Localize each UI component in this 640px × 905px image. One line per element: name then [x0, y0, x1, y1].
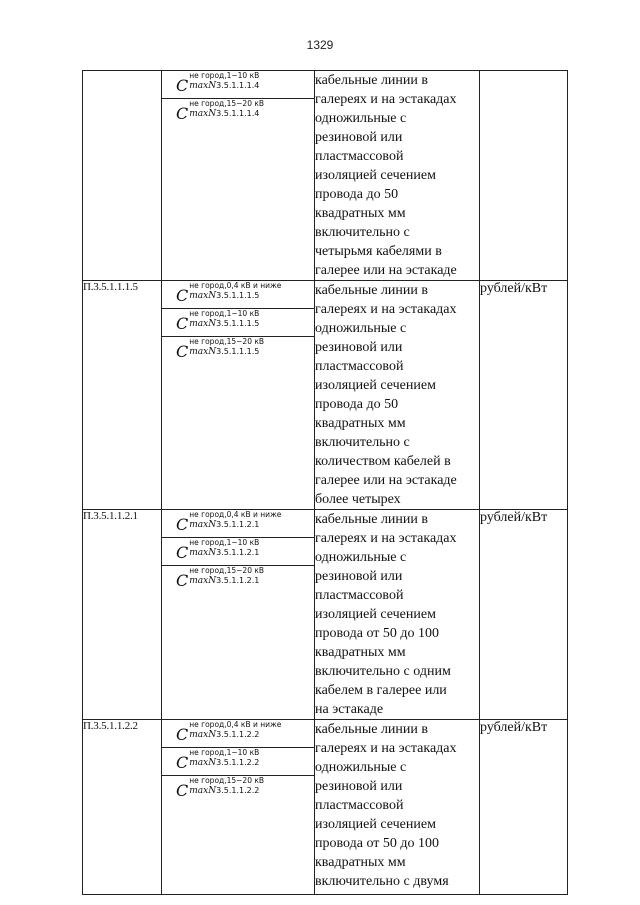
page-number: 1329 — [306, 38, 334, 52]
symbol-subscript — [189, 759, 259, 768]
symbol-subscript-italic: maxN — [189, 575, 217, 586]
description-line: провода от 50 до 100 — [315, 836, 439, 851]
symbol-cell — [162, 720, 315, 895]
symbol-superscript: не город,1−10 кВ — [189, 71, 260, 80]
description-line: провода до 50 — [315, 397, 399, 412]
table-row — [83, 281, 568, 510]
symbol-scripts — [189, 777, 264, 796]
description-line: квадратных мм — [315, 206, 406, 221]
symbol-subscript — [189, 292, 281, 301]
symbol-scripts — [189, 310, 259, 329]
description-line: провода от 50 до 100 — [315, 626, 439, 641]
tariff-symbol — [162, 538, 314, 566]
symbol-subscript-index: 3.5.1.1.1.4 — [216, 80, 260, 90]
symbol-subscript-italic: maxN — [189, 318, 217, 329]
tariff-symbol — [162, 566, 314, 594]
description — [315, 510, 480, 720]
symbol-base: C — [176, 725, 189, 744]
description-line: кабельные линии в — [315, 73, 429, 88]
symbol-superscript: не город,15−20 кВ — [189, 566, 265, 575]
description — [315, 720, 480, 895]
description-line: количеством кабелей в — [315, 454, 451, 469]
description-line: включительно с двумя — [315, 874, 449, 889]
description-line: провода до 50 — [315, 187, 399, 202]
description-line: резиновой или — [315, 340, 403, 355]
symbol-subscript-italic: maxN — [189, 80, 217, 91]
table-row — [83, 71, 568, 281]
symbol-scripts — [189, 567, 264, 586]
symbol-scripts — [189, 282, 281, 301]
description-line: пластмассовой — [315, 798, 404, 813]
description-line: изоляцией сечением — [315, 168, 436, 183]
symbol-subscript-italic: maxN — [189, 108, 217, 119]
tariff-symbol — [162, 281, 314, 309]
description-line: одножильные с — [315, 111, 407, 126]
description-line: пластмассовой — [315, 359, 404, 374]
symbol-subscript — [189, 521, 281, 530]
symbol-superscript: не город,0,4 кВ и ниже — [189, 510, 282, 519]
tariff-symbol — [162, 510, 314, 538]
description-line: галерее или на эстакаде — [315, 473, 457, 488]
description-line: галереях и на эстакадах — [315, 92, 457, 107]
description-line: одножильные с — [315, 550, 407, 565]
unit — [480, 71, 568, 281]
symbol-subscript — [189, 731, 281, 740]
symbol-base: C — [176, 753, 189, 772]
symbol-subscript-italic: maxN — [189, 757, 217, 768]
symbol-superscript: не город,15−20 кВ — [189, 99, 265, 108]
symbol-subscript-italic: maxN — [189, 346, 217, 357]
symbol-base: C — [176, 781, 189, 800]
unit: рублей/кВт — [480, 510, 568, 720]
description — [315, 281, 480, 510]
symbol-base: C — [176, 342, 189, 361]
symbol-base: C — [176, 543, 189, 562]
tariff-symbol — [162, 337, 314, 365]
symbol-subscript-index: 3.5.1.1.2.2 — [216, 785, 260, 795]
symbol-scripts — [189, 100, 264, 119]
description-line: одножильные с — [315, 321, 407, 336]
symbol-subscript-index: 3.5.1.1.2.2 — [216, 729, 260, 739]
symbol-subscript-index: 3.5.1.1.2.1 — [216, 547, 260, 557]
description-line: изоляцией сечением — [315, 378, 436, 393]
symbol-superscript: не город,0,4 кВ и ниже — [189, 720, 282, 729]
unit: рублей/кВт — [480, 720, 568, 895]
symbol-subscript-index: 3.5.1.1.1.5 — [216, 318, 260, 328]
symbol-cell — [162, 71, 315, 281]
symbol-subscript — [189, 549, 259, 558]
unit: рублей/кВт — [480, 281, 568, 510]
tariff-symbol — [162, 71, 314, 99]
description-line: кабелем в галерее или — [315, 683, 447, 698]
symbol-superscript: не город,15−20 кВ — [189, 337, 265, 346]
symbol-superscript: не город,1−10 кВ — [189, 748, 260, 757]
description-line: квадратных мм — [315, 855, 406, 870]
description-line: изоляцией сечением — [315, 817, 436, 832]
description-line: галереях и на эстакадах — [315, 302, 457, 317]
symbol-scripts — [189, 511, 281, 530]
item-code: П.3.5.1.1.2.1 — [83, 510, 162, 720]
item-code: П.3.5.1.1.2.2 — [83, 720, 162, 895]
tariff-symbol — [162, 776, 314, 804]
description-line: пластмассовой — [315, 149, 404, 164]
symbol-subscript-index: 3.5.1.1.1.5 — [216, 290, 260, 300]
symbol-base: C — [176, 76, 189, 95]
description-line: пластмассовой — [315, 588, 404, 603]
symbol-base: C — [176, 571, 189, 590]
table-row — [83, 510, 568, 720]
symbol-superscript: не город,1−10 кВ — [189, 309, 260, 318]
description-line: четырьмя кабелями в — [315, 244, 442, 259]
symbol-base: C — [176, 515, 189, 534]
table-row — [83, 720, 568, 895]
symbol-subscript-italic: maxN — [189, 290, 217, 301]
description-line: одножильные с — [315, 760, 407, 775]
description-line: более четырех — [315, 492, 401, 507]
symbol-subscript-index: 3.5.1.1.1.4 — [216, 108, 260, 118]
symbol-superscript: не город,1−10 кВ — [189, 538, 260, 547]
symbol-subscript — [189, 787, 264, 796]
description-line: галерее или на эстакаде — [315, 263, 457, 278]
description-line: галереях и на эстакадах — [315, 531, 457, 546]
symbol-superscript: не город,15−20 кВ — [189, 776, 265, 785]
symbol-subscript — [189, 110, 264, 119]
description-line: резиновой или — [315, 779, 403, 794]
item-code: П.3.5.1.1.1.5 — [83, 281, 162, 510]
description-line: кабельные линии в — [315, 512, 429, 527]
description-line: галереях и на эстакадах — [315, 741, 457, 756]
tariff-symbol — [162, 99, 314, 127]
item-code — [83, 71, 162, 281]
symbol-subscript-index: 3.5.1.1.2.1 — [216, 575, 260, 585]
symbol-subscript-italic: maxN — [189, 519, 217, 530]
tariff-table — [82, 70, 568, 895]
symbol-subscript — [189, 320, 259, 329]
description-line: квадратных мм — [315, 645, 406, 660]
description-line: резиновой или — [315, 569, 403, 584]
symbol-subscript-italic: maxN — [189, 729, 217, 740]
symbol-subscript-italic: maxN — [189, 547, 217, 558]
symbol-superscript: не город,0,4 кВ и ниже — [189, 281, 282, 290]
description-line: включительно с — [315, 225, 410, 240]
symbol-scripts — [189, 72, 259, 91]
table-body — [83, 71, 568, 895]
tariff-symbol — [162, 309, 314, 337]
symbol-scripts — [189, 721, 281, 740]
symbol-base: C — [176, 286, 189, 305]
description-line: включительно с одним — [315, 664, 451, 679]
symbol-subscript-italic: maxN — [189, 785, 217, 796]
symbol-subscript — [189, 348, 264, 357]
symbol-base: C — [176, 314, 189, 333]
tariff-symbol — [162, 720, 314, 748]
description-line: кабельные линии в — [315, 283, 429, 298]
symbol-subscript-index: 3.5.1.1.1.5 — [216, 346, 260, 356]
description-line: квадратных мм — [315, 416, 406, 431]
symbol-scripts — [189, 749, 259, 768]
symbol-subscript-index: 3.5.1.1.2.1 — [216, 519, 260, 529]
description-line: изоляцией сечением — [315, 607, 436, 622]
symbol-cell — [162, 281, 315, 510]
description-line: резиновой или — [315, 130, 403, 145]
symbol-subscript — [189, 82, 259, 91]
description — [315, 71, 480, 281]
symbol-scripts — [189, 539, 259, 558]
symbol-cell — [162, 510, 315, 720]
symbol-subscript-index: 3.5.1.1.2.2 — [216, 757, 260, 767]
description-line: на эстакаде — [315, 702, 384, 717]
symbol-subscript — [189, 577, 264, 586]
symbol-base: C — [176, 104, 189, 123]
symbol-scripts — [189, 338, 264, 357]
description-line: включительно с — [315, 435, 410, 450]
tariff-symbol — [162, 748, 314, 776]
description-line: кабельные линии в — [315, 722, 429, 737]
